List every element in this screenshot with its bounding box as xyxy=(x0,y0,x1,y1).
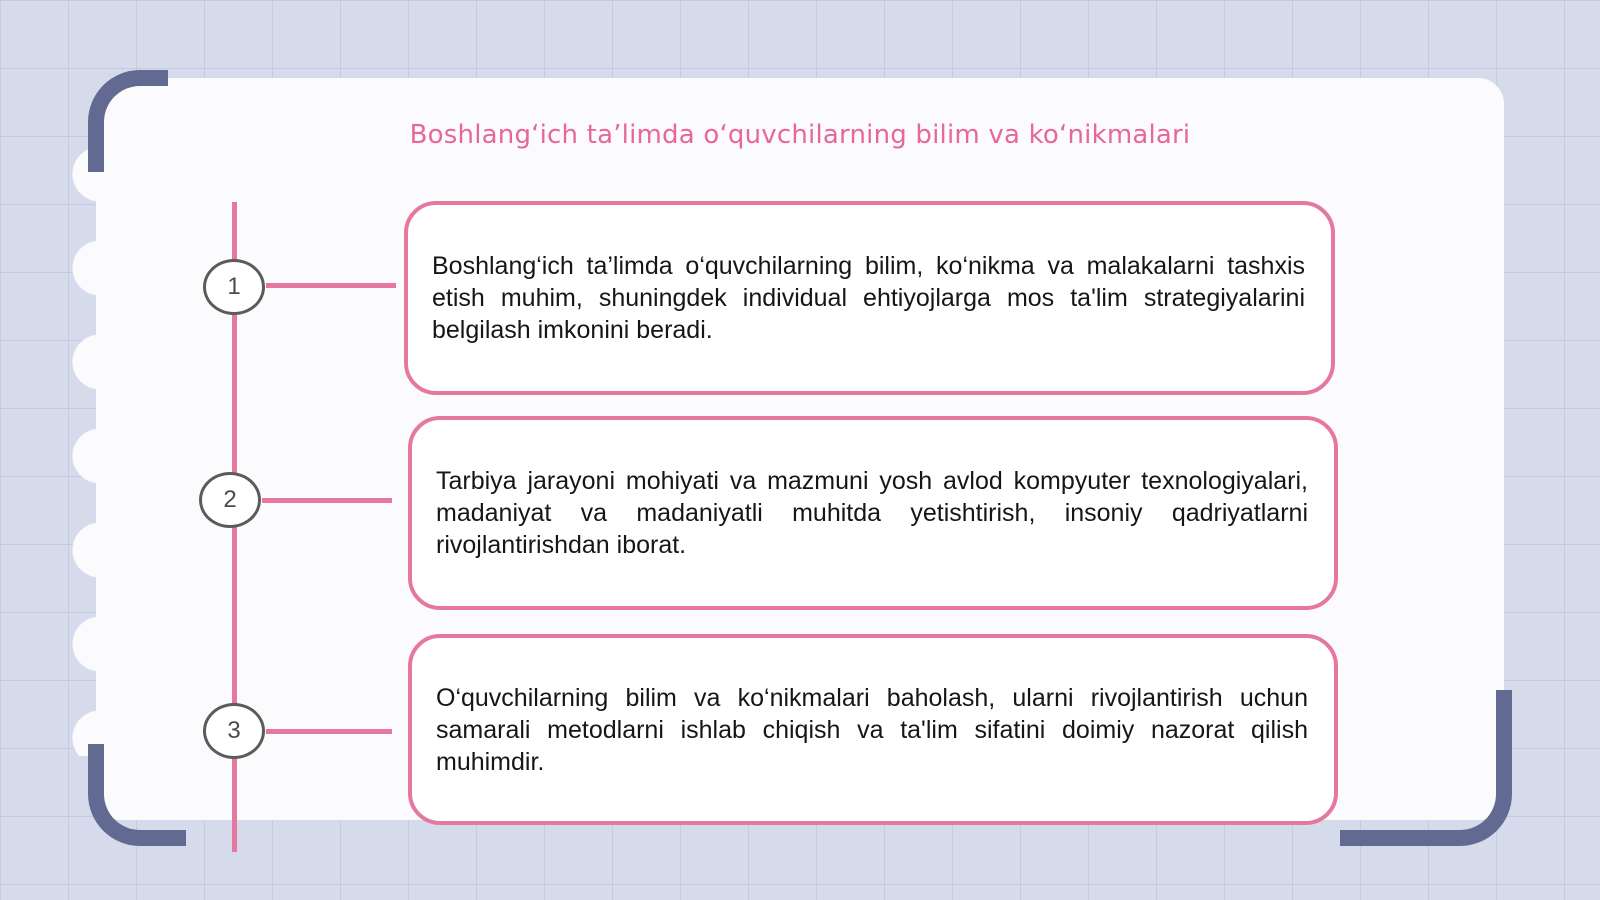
slide-title: Boshlang‘ich ta’limda o‘quvchilarning bilim va ko‘nikmalari xyxy=(409,120,1191,150)
scalloped-edge xyxy=(72,146,128,756)
connector-line-3 xyxy=(266,729,392,734)
step-card-3 xyxy=(408,634,1338,825)
step-card-text-1: Boshlang‘ich ta’limda o‘quvchilarning bilim, ko‘nikma va malakalarni tashxis etish muhim, shuningdek individual ehtiyojlarga mos ta'lim strategiyalarini belgilash imkonini beradi. xyxy=(432,252,1305,344)
corner-bracket-bottom-left xyxy=(88,744,186,846)
connector-line-1 xyxy=(266,283,396,288)
corner-bracket-top-left xyxy=(88,70,168,172)
corner-bracket-bottom-right xyxy=(1340,690,1512,846)
step-card-text-2: Tarbiya jarayoni mohiyati va mazmuni yosh avlod kompyuter texnologiyalari, madaniyat va madaniyatli muhitda yetishtirish, insoniy qadriyatlarni rivojlantirishdan iborat. xyxy=(436,467,1308,559)
step-card-1 xyxy=(404,201,1335,395)
connector-line-2 xyxy=(262,498,392,503)
step-card-text-3: O‘quvchilarning bilim va ko‘nikmalari baholash, ularni rivojlantirish uchun samarali metodlarni ishlab chiqish va ta'lim sifatini doimiy nazorat qilish muhimdir. xyxy=(436,683,1308,776)
step-number-2: 2 xyxy=(199,472,261,528)
step-card-2 xyxy=(408,416,1338,610)
step-number-3: 3 xyxy=(203,703,265,759)
step-number-1: 1 xyxy=(203,259,265,315)
